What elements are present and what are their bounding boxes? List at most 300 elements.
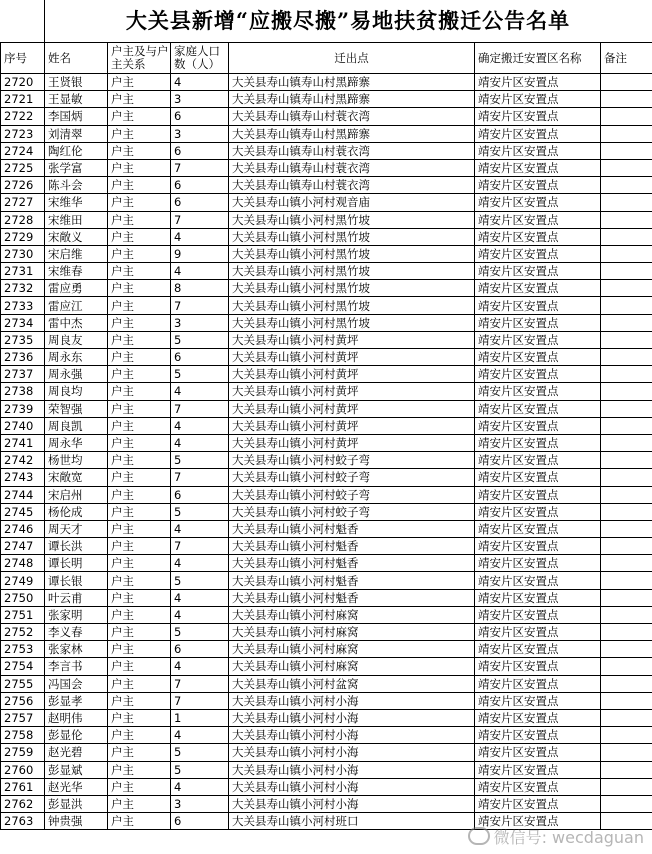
cell-idx: 2752 xyxy=(1,624,45,641)
cell-size: 5 xyxy=(171,572,229,589)
cell-idx: 2760 xyxy=(1,761,45,778)
cell-idx: 2739 xyxy=(1,400,45,417)
cell-name: 李言书 xyxy=(45,658,108,675)
cell-size: 6 xyxy=(171,142,229,159)
cell-idx: 2728 xyxy=(1,211,45,228)
cell-idx: 2731 xyxy=(1,263,45,280)
cell-note xyxy=(601,125,652,142)
header-family-size: 家庭人口数（人） xyxy=(171,43,229,74)
header-name: 姓名 xyxy=(45,43,108,74)
table-row xyxy=(1,74,652,91)
cell-note xyxy=(601,434,652,451)
cell-from: 大关县寿山镇小河村魁香 xyxy=(229,538,475,555)
cell-from: 大关县寿山镇小河村魁香 xyxy=(229,589,475,606)
cell-rel: 户主 xyxy=(108,434,171,451)
cell-from: 大关县寿山镇寿山村蓑衣湾 xyxy=(229,142,475,159)
cell-dest: 靖安片区安置点 xyxy=(475,538,601,555)
cell-size: 3 xyxy=(171,91,229,108)
cell-note xyxy=(601,417,652,434)
cell-size: 4 xyxy=(171,417,229,434)
table-row xyxy=(1,503,652,520)
header-idx: 序号 xyxy=(1,43,45,74)
relocation-table xyxy=(0,42,652,830)
cell-from: 大关县寿山镇小河村麻窝 xyxy=(229,624,475,641)
cell-size: 4 xyxy=(171,228,229,245)
cell-idx: 2758 xyxy=(1,727,45,744)
cell-rel: 户主 xyxy=(108,624,171,641)
cell-from: 大关县寿山镇小河村班口 xyxy=(229,813,475,830)
cell-name: 张家明 xyxy=(45,606,108,623)
cell-note xyxy=(601,383,652,400)
cell-from: 大关县寿山镇小河村黑竹坡 xyxy=(229,280,475,297)
cell-idx: 2755 xyxy=(1,675,45,692)
cell-note xyxy=(601,297,652,314)
cell-note xyxy=(601,761,652,778)
table-row xyxy=(1,331,652,348)
cell-dest: 靖安片区安置点 xyxy=(475,245,601,262)
cell-from: 大关县寿山镇小河村小海 xyxy=(229,795,475,812)
cell-name: 赵光华 xyxy=(45,778,108,795)
cell-idx: 2745 xyxy=(1,503,45,520)
table-body xyxy=(1,74,652,830)
table-row xyxy=(1,555,652,572)
page-title: 大关县新增“应搬尽搬”易地扶贫搬迁公告名单 xyxy=(125,8,571,33)
cell-name: 钟贵强 xyxy=(45,813,108,830)
cell-name: 谭长明 xyxy=(45,555,108,572)
cell-dest: 靖安片区安置点 xyxy=(475,761,601,778)
cell-idx: 2759 xyxy=(1,744,45,761)
cell-rel: 户主 xyxy=(108,555,171,572)
table-row xyxy=(1,383,652,400)
cell-note xyxy=(601,795,652,812)
cell-dest: 靖安片区安置点 xyxy=(475,74,601,91)
cell-size: 5 xyxy=(171,331,229,348)
cell-from: 大关县寿山镇小河村黑竹坡 xyxy=(229,263,475,280)
table-row xyxy=(1,709,652,726)
cell-idx: 2750 xyxy=(1,589,45,606)
cell-note xyxy=(601,366,652,383)
cell-note xyxy=(601,503,652,520)
cell-name: 宋启维 xyxy=(45,245,108,262)
cell-idx: 2747 xyxy=(1,538,45,555)
cell-idx: 2732 xyxy=(1,280,45,297)
cell-dest: 靖安片区安置点 xyxy=(475,503,601,520)
cell-idx: 2727 xyxy=(1,194,45,211)
cell-dest: 靖安片区安置点 xyxy=(475,572,601,589)
cell-from: 大关县寿山镇小河村魁香 xyxy=(229,572,475,589)
cell-idx: 2723 xyxy=(1,125,45,142)
cell-dest: 靖安片区安置点 xyxy=(475,434,601,451)
cell-from: 大关县寿山镇小河村魁香 xyxy=(229,555,475,572)
cell-name: 宋维华 xyxy=(45,194,108,211)
cell-note xyxy=(601,589,652,606)
cell-name: 雷应江 xyxy=(45,297,108,314)
cell-idx: 2753 xyxy=(1,641,45,658)
cell-idx: 2725 xyxy=(1,159,45,176)
cell-size: 7 xyxy=(171,297,229,314)
cell-note xyxy=(601,91,652,108)
header-note: 备注 xyxy=(601,43,652,74)
cell-from: 大关县寿山镇寿山村黑蹄寨 xyxy=(229,74,475,91)
cell-size: 4 xyxy=(171,658,229,675)
cell-size: 7 xyxy=(171,159,229,176)
cell-idx: 2726 xyxy=(1,177,45,194)
cell-idx: 2763 xyxy=(1,813,45,830)
cell-size: 4 xyxy=(171,778,229,795)
cell-from: 大关县寿山镇小河村麻窝 xyxy=(229,641,475,658)
cell-dest: 靖安片区安置点 xyxy=(475,280,601,297)
cell-rel: 户主 xyxy=(108,761,171,778)
cell-size: 6 xyxy=(171,194,229,211)
cell-name: 赵光碧 xyxy=(45,744,108,761)
table-row xyxy=(1,349,652,366)
cell-name: 宋敞宽 xyxy=(45,469,108,486)
cell-dest: 靖安片区安置点 xyxy=(475,125,601,142)
cell-dest: 靖安片区安置点 xyxy=(475,383,601,400)
cell-note xyxy=(601,159,652,176)
cell-dest: 靖安片区安置点 xyxy=(475,641,601,658)
cell-idx: 2744 xyxy=(1,486,45,503)
cell-from: 大关县寿山镇小河村黄坪 xyxy=(229,417,475,434)
cell-dest: 靖安片区安置点 xyxy=(475,813,601,830)
cell-idx: 2762 xyxy=(1,795,45,812)
cell-idx: 2751 xyxy=(1,606,45,623)
watermark-text: 微信号: wecdaguan xyxy=(493,828,644,847)
cell-note xyxy=(601,675,652,692)
cell-size: 7 xyxy=(171,692,229,709)
cell-size: 6 xyxy=(171,349,229,366)
cell-from: 大关县寿山镇小河村小海 xyxy=(229,709,475,726)
table-row xyxy=(1,228,652,245)
cell-name: 张学富 xyxy=(45,159,108,176)
cell-rel: 户主 xyxy=(108,383,171,400)
cell-size: 4 xyxy=(171,263,229,280)
cell-from: 大关县寿山镇小河村黄坪 xyxy=(229,331,475,348)
cell-note xyxy=(601,555,652,572)
cell-rel: 户主 xyxy=(108,520,171,537)
cell-note xyxy=(601,641,652,658)
cell-idx: 2741 xyxy=(1,434,45,451)
table-row xyxy=(1,624,652,641)
cell-dest: 靖安片区安置点 xyxy=(475,297,601,314)
table-row xyxy=(1,692,652,709)
table-row xyxy=(1,211,652,228)
cell-note xyxy=(601,709,652,726)
cell-from: 大关县寿山镇小河村黄坪 xyxy=(229,349,475,366)
table-row xyxy=(1,245,652,262)
cell-dest: 靖安片区安置点 xyxy=(475,159,601,176)
cell-note xyxy=(601,624,652,641)
cell-name: 彭显洪 xyxy=(45,795,108,812)
cell-note xyxy=(601,572,652,589)
cell-size: 6 xyxy=(171,177,229,194)
table-row xyxy=(1,108,652,125)
cell-size: 9 xyxy=(171,245,229,262)
table-row xyxy=(1,744,652,761)
cell-idx: 2722 xyxy=(1,108,45,125)
cell-dest: 靖安片区安置点 xyxy=(475,486,601,503)
cell-from: 大关县寿山镇寿山村黑蹄寨 xyxy=(229,91,475,108)
table-row xyxy=(1,142,652,159)
cell-rel: 户主 xyxy=(108,314,171,331)
cell-name: 谭长洪 xyxy=(45,538,108,555)
cell-from: 大关县寿山镇小河村蛟子弯 xyxy=(229,486,475,503)
cell-note xyxy=(601,194,652,211)
cell-idx: 2749 xyxy=(1,572,45,589)
title-row xyxy=(0,0,652,43)
cell-note xyxy=(601,692,652,709)
cell-rel: 户主 xyxy=(108,91,171,108)
cell-rel: 户主 xyxy=(108,280,171,297)
cell-from: 大关县寿山镇小河村黄坪 xyxy=(229,400,475,417)
cell-rel: 户主 xyxy=(108,503,171,520)
cell-from: 大关县寿山镇小河村黑竹坡 xyxy=(229,245,475,262)
cell-name: 陶红伦 xyxy=(45,142,108,159)
cell-from: 大关县寿山镇小河村黄坪 xyxy=(229,434,475,451)
cell-idx: 2735 xyxy=(1,331,45,348)
cell-note xyxy=(601,778,652,795)
cell-size: 7 xyxy=(171,538,229,555)
cell-note xyxy=(601,658,652,675)
cell-rel: 户主 xyxy=(108,228,171,245)
cell-idx: 2754 xyxy=(1,658,45,675)
cell-rel: 户主 xyxy=(108,349,171,366)
title-stub-cell xyxy=(0,0,45,42)
cell-rel: 户主 xyxy=(108,538,171,555)
cell-from: 大关县寿山镇小河村蛟子弯 xyxy=(229,469,475,486)
cell-note xyxy=(601,486,652,503)
cell-size: 5 xyxy=(171,503,229,520)
cell-idx: 2737 xyxy=(1,366,45,383)
cell-dest: 靖安片区安置点 xyxy=(475,469,601,486)
cell-idx: 2733 xyxy=(1,297,45,314)
cell-rel: 户主 xyxy=(108,331,171,348)
cell-note xyxy=(601,74,652,91)
cell-dest: 靖安片区安置点 xyxy=(475,727,601,744)
cell-name: 赵明伟 xyxy=(45,709,108,726)
cell-size: 5 xyxy=(171,452,229,469)
table-row xyxy=(1,91,652,108)
cell-from: 大关县寿山镇小河村黄坪 xyxy=(229,366,475,383)
cell-from: 大关县寿山镇小河村麻窝 xyxy=(229,658,475,675)
cell-rel: 户主 xyxy=(108,142,171,159)
cell-size: 6 xyxy=(171,641,229,658)
cell-name: 王显敏 xyxy=(45,91,108,108)
cell-note xyxy=(601,314,652,331)
cell-note xyxy=(601,142,652,159)
cell-dest: 靖安片区安置点 xyxy=(475,709,601,726)
cell-idx: 2748 xyxy=(1,555,45,572)
cell-name: 宋维田 xyxy=(45,211,108,228)
cell-size: 6 xyxy=(171,813,229,830)
cell-name: 杨世均 xyxy=(45,452,108,469)
cell-name: 周良友 xyxy=(45,331,108,348)
cell-from: 大关县寿山镇小河村小海 xyxy=(229,692,475,709)
table-row xyxy=(1,606,652,623)
cell-size: 4 xyxy=(171,727,229,744)
cell-rel: 户主 xyxy=(108,452,171,469)
cell-from: 大关县寿山镇小河村小海 xyxy=(229,778,475,795)
cell-dest: 靖安片区安置点 xyxy=(475,744,601,761)
cell-rel: 户主 xyxy=(108,194,171,211)
table-row xyxy=(1,795,652,812)
cell-rel: 户主 xyxy=(108,366,171,383)
cell-size: 7 xyxy=(171,675,229,692)
cell-name: 刘清翠 xyxy=(45,125,108,142)
cell-dest: 靖安片区安置点 xyxy=(475,795,601,812)
cell-rel: 户主 xyxy=(108,675,171,692)
cell-from: 大关县寿山镇小河村黑竹坡 xyxy=(229,228,475,245)
cell-from: 大关县寿山镇小河村盆窝 xyxy=(229,675,475,692)
cell-rel: 户主 xyxy=(108,641,171,658)
cell-note xyxy=(601,177,652,194)
cell-rel: 户主 xyxy=(108,727,171,744)
cell-from: 大关县寿山镇小河村蛟子弯 xyxy=(229,503,475,520)
cell-size: 5 xyxy=(171,624,229,641)
cell-dest: 靖安片区安置点 xyxy=(475,194,601,211)
table-row xyxy=(1,486,652,503)
cell-size: 3 xyxy=(171,125,229,142)
table-row xyxy=(1,159,652,176)
cell-rel: 户主 xyxy=(108,795,171,812)
wechat-icon xyxy=(468,827,490,845)
cell-name: 陈斗会 xyxy=(45,177,108,194)
cell-note xyxy=(601,452,652,469)
cell-idx: 2757 xyxy=(1,709,45,726)
cell-name: 王贤银 xyxy=(45,74,108,91)
cell-rel: 户主 xyxy=(108,263,171,280)
cell-dest: 靖安片区安置点 xyxy=(475,606,601,623)
cell-from: 大关县寿山镇小河村黑竹坡 xyxy=(229,314,475,331)
table-row xyxy=(1,675,652,692)
cell-idx: 2734 xyxy=(1,314,45,331)
table-row xyxy=(1,434,652,451)
cell-name: 周良凯 xyxy=(45,417,108,434)
cell-from: 大关县寿山镇寿山村黑蹄寨 xyxy=(229,125,475,142)
cell-rel: 户主 xyxy=(108,211,171,228)
cell-from: 大关县寿山镇寿山村蓑衣湾 xyxy=(229,159,475,176)
cell-name: 李义春 xyxy=(45,624,108,641)
cell-from: 大关县寿山镇小河村麻窝 xyxy=(229,606,475,623)
cell-dest: 靖安片区安置点 xyxy=(475,658,601,675)
cell-rel: 户主 xyxy=(108,589,171,606)
cell-rel: 户主 xyxy=(108,606,171,623)
cell-dest: 靖安片区安置点 xyxy=(475,624,601,641)
cell-idx: 2720 xyxy=(1,74,45,91)
table-row xyxy=(1,589,652,606)
cell-idx: 2730 xyxy=(1,245,45,262)
cell-name: 宋维春 xyxy=(45,263,108,280)
cell-from: 大关县寿山镇小河村黑竹坡 xyxy=(229,211,475,228)
cell-name: 荣智强 xyxy=(45,400,108,417)
cell-size: 1 xyxy=(171,709,229,726)
cell-note xyxy=(601,400,652,417)
table-row xyxy=(1,658,652,675)
cell-idx: 2729 xyxy=(1,228,45,245)
cell-idx: 2740 xyxy=(1,417,45,434)
cell-note xyxy=(601,245,652,262)
table-row xyxy=(1,452,652,469)
cell-from: 大关县寿山镇小河村蛟子弯 xyxy=(229,452,475,469)
table-row xyxy=(1,572,652,589)
cell-rel: 户主 xyxy=(108,74,171,91)
cell-name: 张家林 xyxy=(45,641,108,658)
table-row xyxy=(1,761,652,778)
cell-size: 4 xyxy=(171,606,229,623)
cell-dest: 靖安片区安置点 xyxy=(475,177,601,194)
cell-from: 大关县寿山镇寿山村蓑衣湾 xyxy=(229,177,475,194)
table-row xyxy=(1,280,652,297)
cell-name: 周永华 xyxy=(45,434,108,451)
table-row xyxy=(1,727,652,744)
table-row xyxy=(1,641,652,658)
cell-size: 3 xyxy=(171,314,229,331)
cell-rel: 户主 xyxy=(108,778,171,795)
cell-from: 大关县寿山镇小河村观音庙 xyxy=(229,194,475,211)
cell-name: 谭长银 xyxy=(45,572,108,589)
cell-dest: 靖安片区安置点 xyxy=(475,349,601,366)
cell-note xyxy=(601,331,652,348)
header-relation: 户主及与户主关系 xyxy=(108,43,171,74)
cell-note xyxy=(601,538,652,555)
cell-name: 周永东 xyxy=(45,349,108,366)
cell-dest: 靖安片区安置点 xyxy=(475,91,601,108)
cell-rel: 户主 xyxy=(108,177,171,194)
cell-from: 大关县寿山镇小河村魁香 xyxy=(229,520,475,537)
cell-name: 周天才 xyxy=(45,520,108,537)
cell-name: 周永强 xyxy=(45,366,108,383)
cell-size: 7 xyxy=(171,400,229,417)
cell-dest: 靖安片区安置点 xyxy=(475,520,601,537)
cell-dest: 靖安片区安置点 xyxy=(475,331,601,348)
table-row xyxy=(1,314,652,331)
cell-rel: 户主 xyxy=(108,245,171,262)
table-row xyxy=(1,297,652,314)
cell-rel: 户主 xyxy=(108,297,171,314)
cell-rel: 户主 xyxy=(108,469,171,486)
cell-idx: 2738 xyxy=(1,383,45,400)
cell-idx: 2736 xyxy=(1,349,45,366)
cell-name: 杨伦成 xyxy=(45,503,108,520)
cell-size: 8 xyxy=(171,280,229,297)
cell-from: 大关县寿山镇小河村小海 xyxy=(229,761,475,778)
cell-name: 叶云甫 xyxy=(45,589,108,606)
cell-dest: 靖安片区安置点 xyxy=(475,692,601,709)
cell-from: 大关县寿山镇小河村黑竹坡 xyxy=(229,297,475,314)
cell-dest: 靖安片区安置点 xyxy=(475,366,601,383)
cell-size: 3 xyxy=(171,795,229,812)
cell-note xyxy=(601,520,652,537)
cell-note xyxy=(601,744,652,761)
header-origin: 迁出点 xyxy=(229,43,475,74)
cell-idx: 2746 xyxy=(1,520,45,537)
table-row xyxy=(1,263,652,280)
cell-rel: 户主 xyxy=(108,658,171,675)
header-row xyxy=(1,43,652,74)
cell-name: 冯国会 xyxy=(45,675,108,692)
cell-size: 4 xyxy=(171,434,229,451)
cell-rel: 户主 xyxy=(108,417,171,434)
cell-from: 大关县寿山镇寿山村蓑衣湾 xyxy=(229,108,475,125)
cell-from: 大关县寿山镇小河村黄坪 xyxy=(229,383,475,400)
cell-from: 大关县寿山镇小河村小海 xyxy=(229,727,475,744)
cell-dest: 靖安片区安置点 xyxy=(475,211,601,228)
cell-idx: 2761 xyxy=(1,778,45,795)
cell-name: 周良均 xyxy=(45,383,108,400)
cell-note xyxy=(601,280,652,297)
table-row xyxy=(1,778,652,795)
cell-dest: 靖安片区安置点 xyxy=(475,675,601,692)
